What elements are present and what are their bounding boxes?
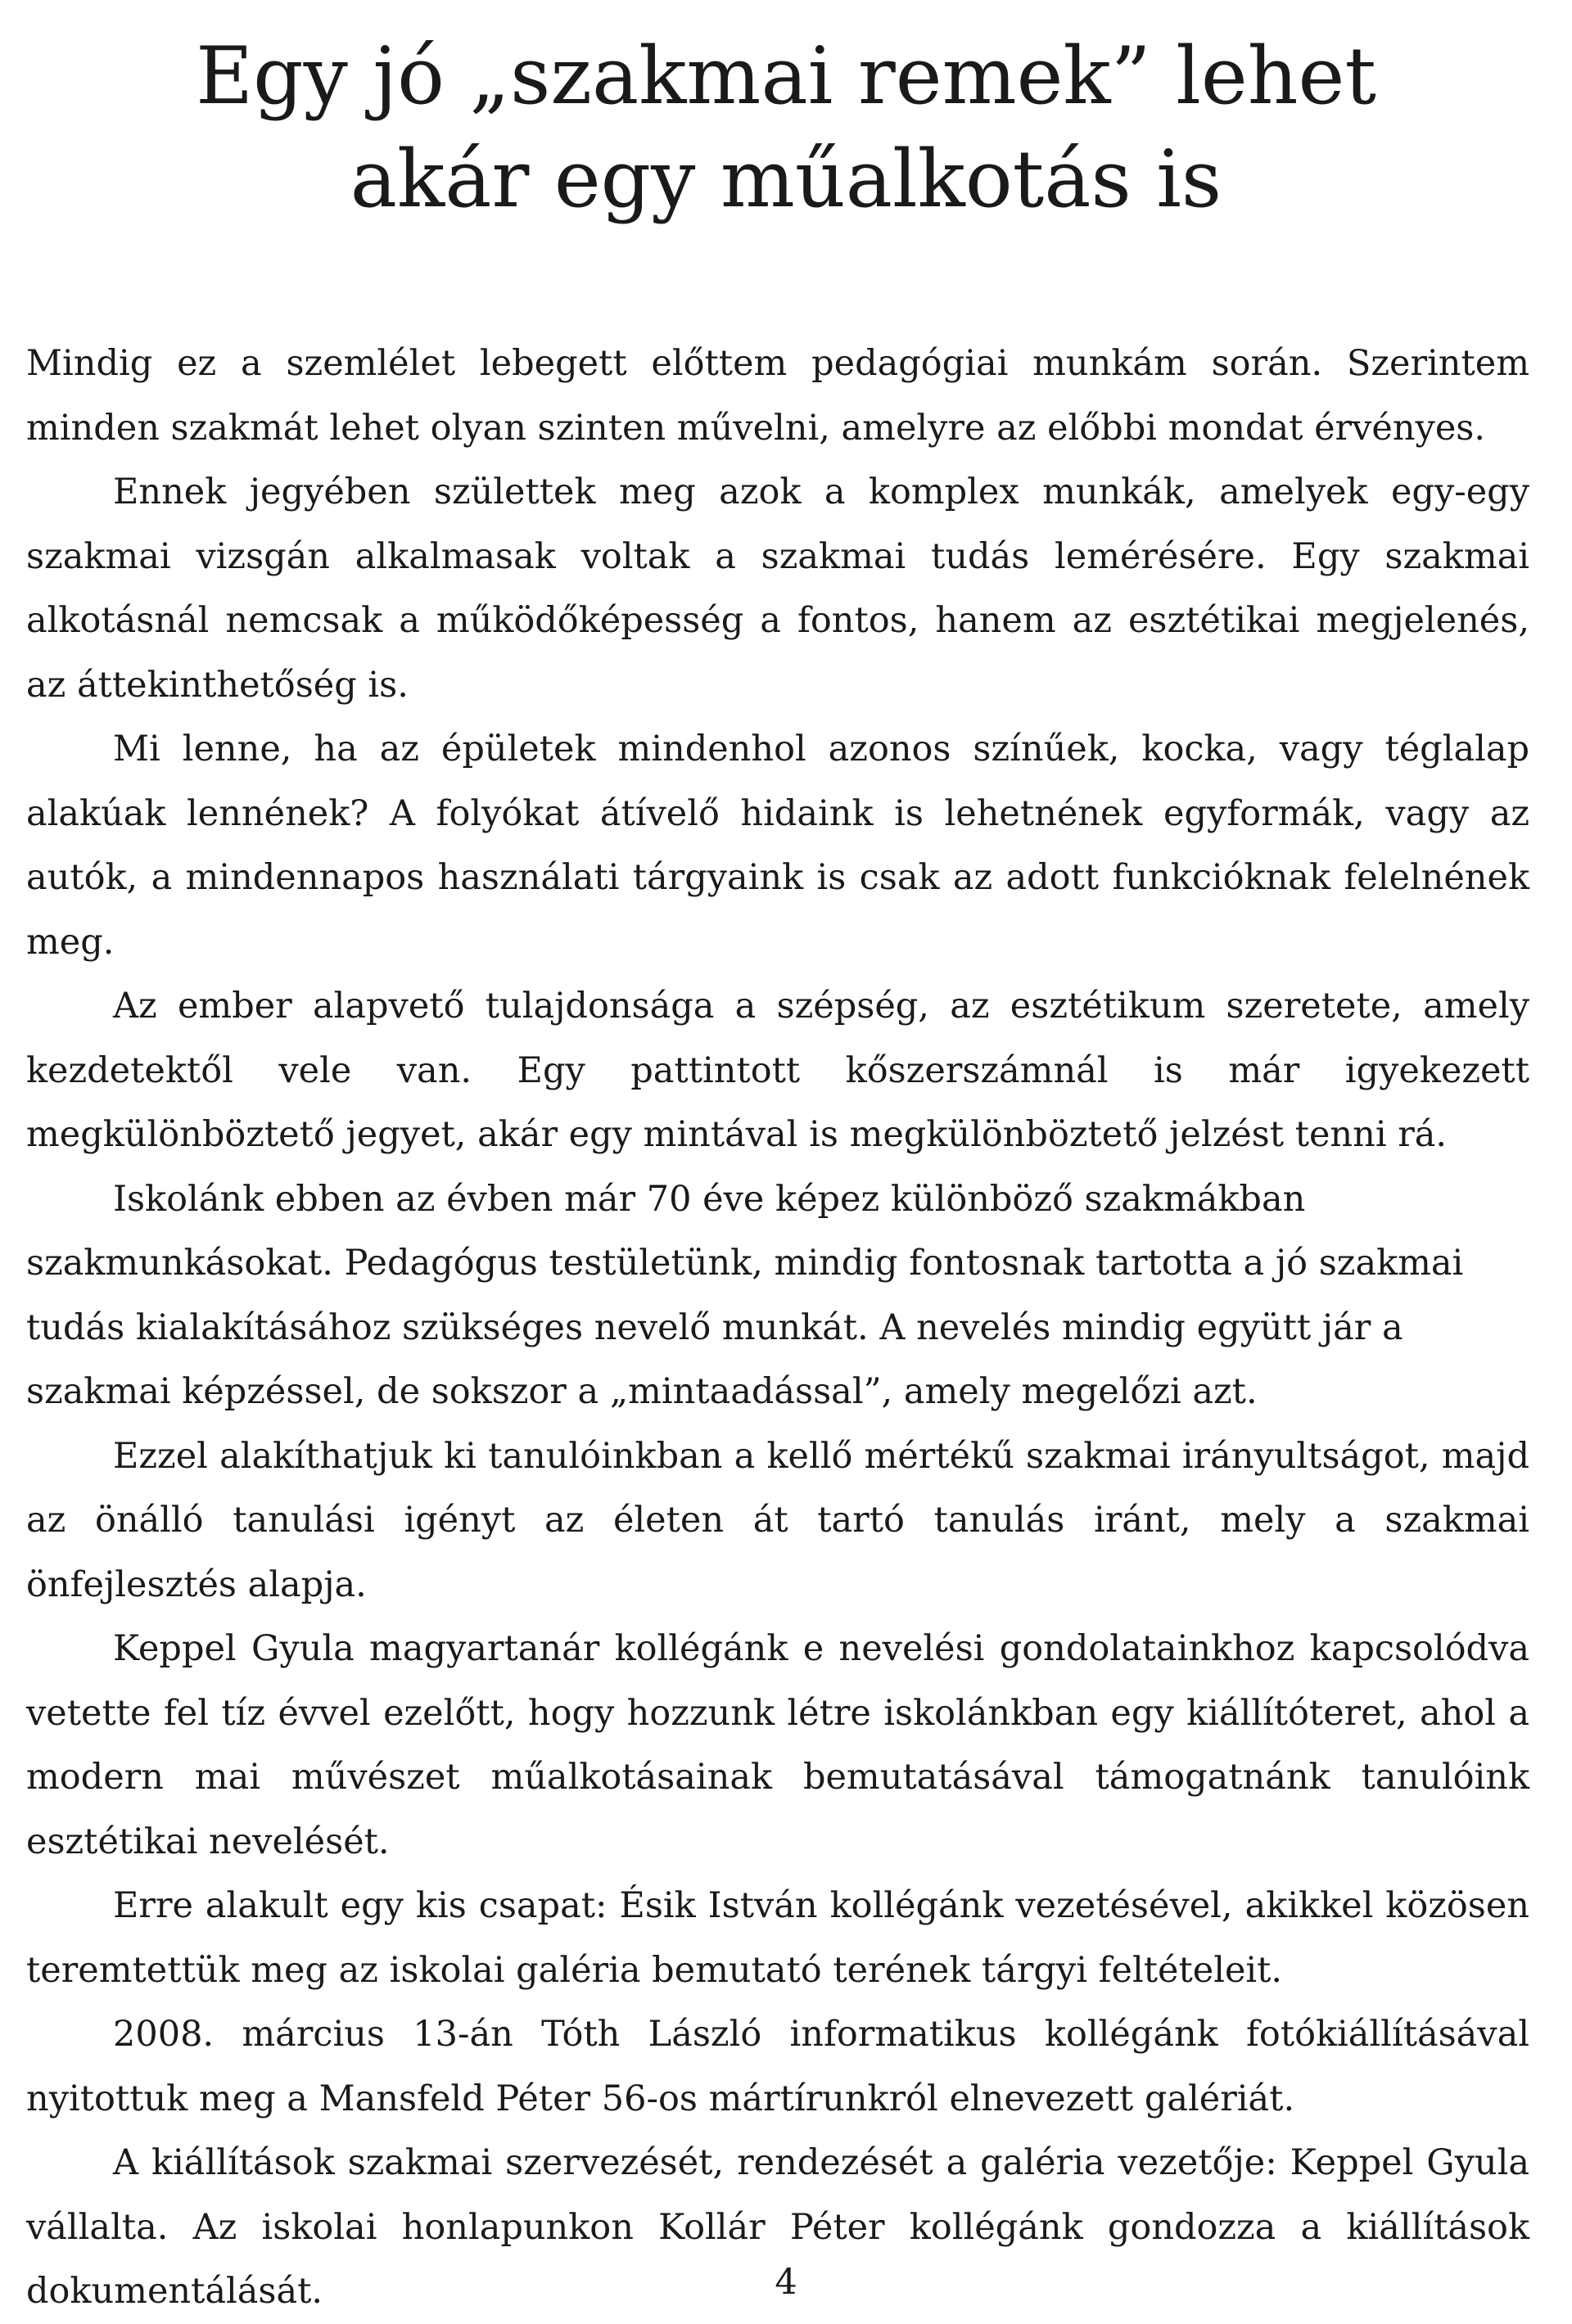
title-line-2: akár egy műalkotás is <box>350 133 1222 225</box>
paragraph: Iskolánk ebben az évben már 70 éve képez különböző szakmákban szakmunkásokat. Pedagógus testületünk, mindig fontosnak tartotta a jó szakmai tudás kialakításához szükséges nevelő munkát. A nevelés mindig együtt jár a szakmai képzéssel, de sokszor a „mintaadással”, amely megelőzi azt. <box>26 1178 1464 1412</box>
paragraph: A kiállítások szakmai szervezését, rendezését a galéria vezetője: Keppel Gyula vállalta. Az iskolai honlapunkon Kollár Péter kollégánk gondozza a kiállítások dokumentálását. <box>26 2142 1529 2312</box>
paragraph: Erre alakult egy kis csapat: Ésik István kollégánk vezetésével, akikkel közösen teremtettük meg az iskolai galéria bemutató terének tárgyi feltételeit. <box>26 1885 1529 1991</box>
paragraph: Az ember alapvető tulajdonsága a szépség, az esztétikum szeretete, amely kezdetektől vele van. Egy pattintott kőszerszámnál is már igyekezett megkülönböztető jegyet, akár egy mintával is megkülönböztető jelzést tenni rá. <box>26 986 1529 1155</box>
title-line-1: Egy jó „szakmai remek” lehet <box>196 30 1376 122</box>
page-title <box>0 25 1572 231</box>
paragraph: Ennek jegyében születtek meg azok a komplex munkák, amelyek egy-egy szakmai vizsgán alkalmasak voltak a szakmai tudás lemérésére. Egy szakmai alkotásnál nemcsak a működőképesség a fontos, hanem az esztétikai megjelenés, az áttekinthetőség is. <box>26 472 1529 706</box>
paragraph: Mi lenne, ha az épületek mindenhol azonos színűek, kocka, vagy téglalap alakúak lennének? A folyókat átívelő hidaink is lehetnének egyformák, vagy az autók, a mindennapos használati tárgyaink is csak az adott funkcióknak felelnének meg. <box>26 729 1529 963</box>
page-number: 4 <box>775 2262 797 2303</box>
paragraph: Keppel Gyula magyartanár kollégánk e nevelési gondolatainkhoz kapcsolódva vetette fel tíz évvel ezelőtt, hogy hozzunk létre iskolánkban egy kiállítóteret, ahol a modern mai művészet műalkotásainak bemutatásával támogatnánk tanulóink esztétikai nevelését. <box>26 1628 1529 1862</box>
paragraph: Mindig ez a szemlélet lebegett előttem pedagógiai munkám során. Szerintem minden szakmát lehet olyan szinten művelni, amelyre az előbbi mondat érvényes. <box>26 343 1529 449</box>
article-body <box>26 332 1529 2324</box>
paragraph: Ezzel alakíthatjuk ki tanulóinkban a kellő mértékű szakmai irányultságot, majd az önálló tanulási igényt az életen át tartó tanulás iránt, mely a szakmai önfejlesztés alapja. <box>26 1435 1529 1605</box>
paragraph: 2008. március 13-án Tóth László informatikus kollégánk fotókiállításával nyitottuk meg a Mansfeld Péter 56-os mártírunkról elnevezett galériát. <box>26 2014 1529 2119</box>
